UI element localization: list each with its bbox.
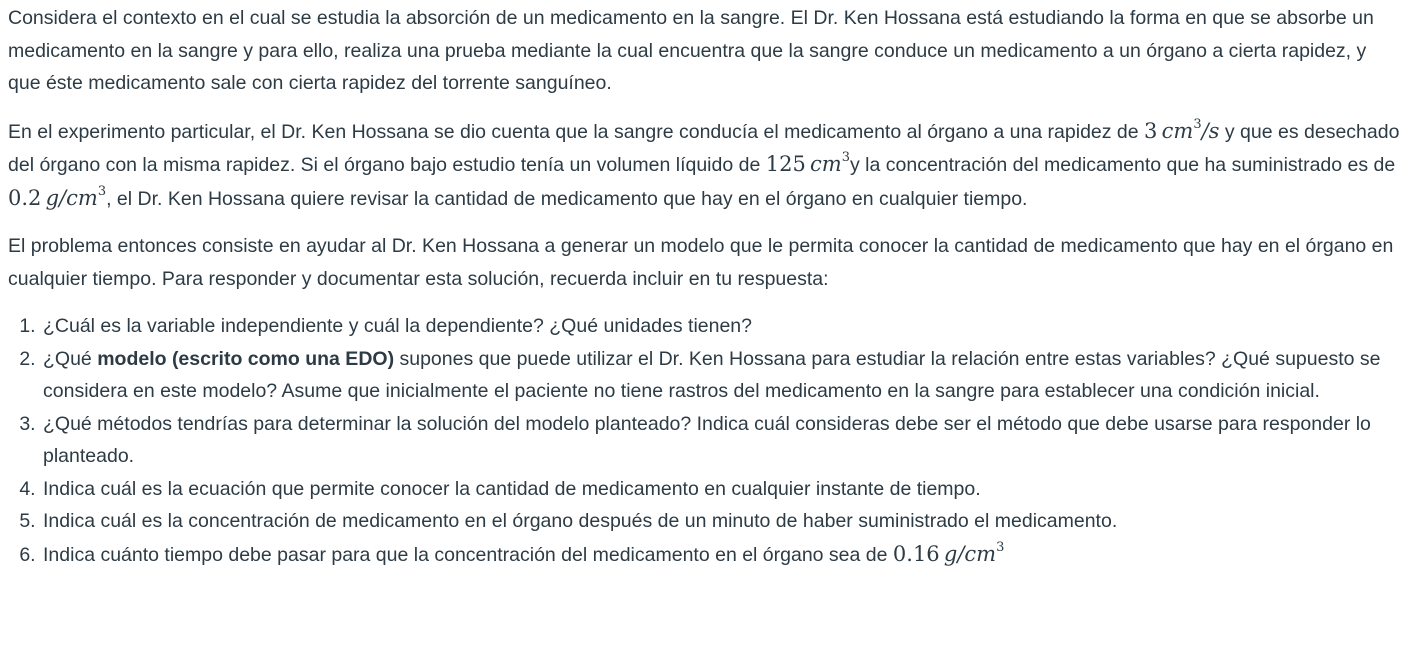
- rate-value: 3: [1144, 118, 1158, 143]
- rate-unit-tail: /s: [1201, 118, 1220, 143]
- question-1: 1. ¿Cuál es la variable independiente y cuál la dependiente? ¿Qué unidades tienen?: [41, 310, 1400, 343]
- intro-paragraph: Considera el contexto en el cual se estudia la absorción de un medicamento en la sangre. El Dr. Ken Hossana está estudiando la forma en que se absorbe un medicamento en la sangre y para ello, realiza una prueba mediante la cual encuentra que la sangre conduce un medicamento a un órgano a cierta rapidez, y que éste medicamento sale con cierta rapidez del torrente sanguíneo.: [8, 7, 1374, 94]
- question-5: 5. Indica cuál es la concentración de medicamento en el órgano después de un minuto de haber suministrado el medicamento.: [41, 505, 1400, 538]
- question-3: 3. ¿Qué métodos tendrías para determinar la solución del modelo planteado? Indica cuál consideras debe ser el método que debe usarse para responder lo planteado.: [41, 408, 1400, 473]
- concentration-value: 0.2: [8, 185, 42, 210]
- question-6: [41, 538, 1400, 572]
- concentration-exponent: 3: [97, 183, 107, 199]
- experiment-text-c: y la concentración del medicamento que ha suministrado es de: [850, 154, 1396, 176]
- experiment-text-b: y que es desechado del órgano con la misma rapidez. Si el órgano bajo estudio tenía un volumen líquido de: [8, 120, 1400, 176]
- experiment-paragraph: [8, 115, 1400, 216]
- volume-exponent: 3: [841, 150, 850, 165]
- target-concentration-formula: [892, 539, 1005, 566]
- question-2-text-b: supones que puede utilizar el Dr. Ken Hossana para estudiar la relación entre estas variables? ¿Qué supuesto se considera en este modelo? Asume que inicialmente el paciente no tiene rastros del medicamento en la sangre para establecer una condición inicial.: [43, 347, 1381, 402]
- experiment-text-a: En el experimento particular, el Dr. Ken Hossana se dio cuenta que la sangre conducía el medicamento al órgano a una rapidez de: [8, 120, 1145, 143]
- assignment-content: [8, 2, 1400, 571]
- question-2-text-a: ¿Qué: [43, 347, 98, 370]
- question-4: 4. Indica cuál es la ecuación que permite conocer la cantidad de medicamento en cualquier instante de tiempo.: [41, 473, 1400, 506]
- question-2-bold: modelo (escrito como una EDO): [97, 347, 395, 370]
- question-2: [41, 343, 1400, 408]
- volume-value: 125: [765, 152, 806, 176]
- question-6-text: Indica cuánto tiempo debe pasar para que la concentración del medicamento en el órgano sea de: [43, 543, 893, 566]
- experiment-text-d: , el Dr. Ken Hossana quiere revisar la cantidad de medicamento que hay en el órgano en cualquier tiempo.: [106, 187, 1028, 210]
- questions-list: [8, 310, 1400, 571]
- concentration-unit: g/cm: [45, 185, 98, 210]
- target-concentration-unit: g/cm: [943, 541, 997, 566]
- concentration-formula: [8, 183, 107, 210]
- target-concentration-value: 0.16: [892, 541, 940, 566]
- volume-formula: [766, 152, 850, 176]
- rate-unit: cm: [1161, 118, 1194, 143]
- volume-unit: cm: [810, 152, 842, 176]
- rate-formula: [1144, 116, 1220, 143]
- target-concentration-exponent: 3: [996, 539, 1005, 555]
- problem-paragraph: El problema entonces consiste en ayudar al Dr. Ken Hossana a generar un modelo que le permita conocer la cantidad de medicamento que hay en el órgano en cualquier tiempo. Para responder y documentar esta solución, recuerda incluir en tu respuesta:: [8, 235, 1394, 290]
- rate-exponent: 3: [1193, 116, 1202, 132]
